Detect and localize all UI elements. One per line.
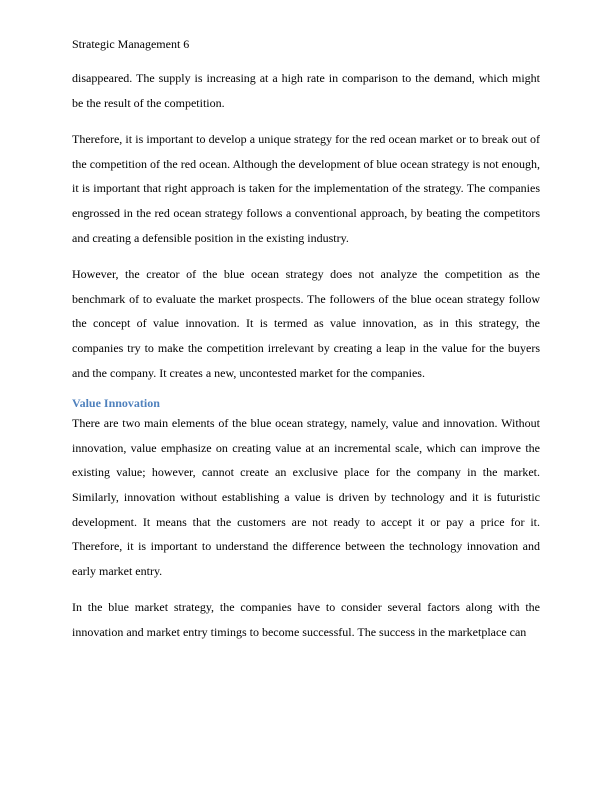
running-header: Strategic Management 6 [72,37,190,51]
paragraph-blue-market-strategy: In the blue market strategy, the companies have to consider several factors along with the innovation and market entry timings to become successful. The success in the marketplace can [72,600,540,639]
paragraph-red-ocean-strategy: Therefore, it is important to develop a unique strategy for the red ocean market or to break out of the competition of the red ocean. Although the development of blue ocean strategy is not enough, it is important that right approach is taken for the implementation of the strategy. The companies engrossed in the red ocean strategy follows a conventional approach, by beating the competitors and creating a defensible position in the existing industry. [72,132,540,245]
page-body [72,66,540,644]
paragraph-value-and-innovation: There are two main elements of the blue ocean strategy, namely, value and innovation. Without innovation, value emphasize on creating value at an incremental scale, which can improve the existing value; however, cannot create an exclusive place for the company in the market. Similarly, innovation without establishing a value is driven by technology and it is futuristic development. It means that the customers are not ready to accept it or pay a price for it. Therefore, it is important to understand the difference between the technology innovation and early market entry. [72,416,540,578]
paragraph-blue-ocean-creator: However, the creator of the blue ocean strategy does not analyze the competition as the benchmark of to evaluate the market prospects. The followers of the blue ocean strategy follow the concept of value innovation. It is termed as value innovation, as in this strategy, the companies try to make the competition irrelevant by creating a leap in the value for the buyers and the company. It creates a new, uncontested market for the companies. [72,267,540,380]
paragraph-supply-demand: disappeared. The supply is increasing at a high rate in comparison to the demand, which might be the result of the competition. [72,71,540,110]
section-heading-value-innovation: Value Innovation [72,396,160,411]
